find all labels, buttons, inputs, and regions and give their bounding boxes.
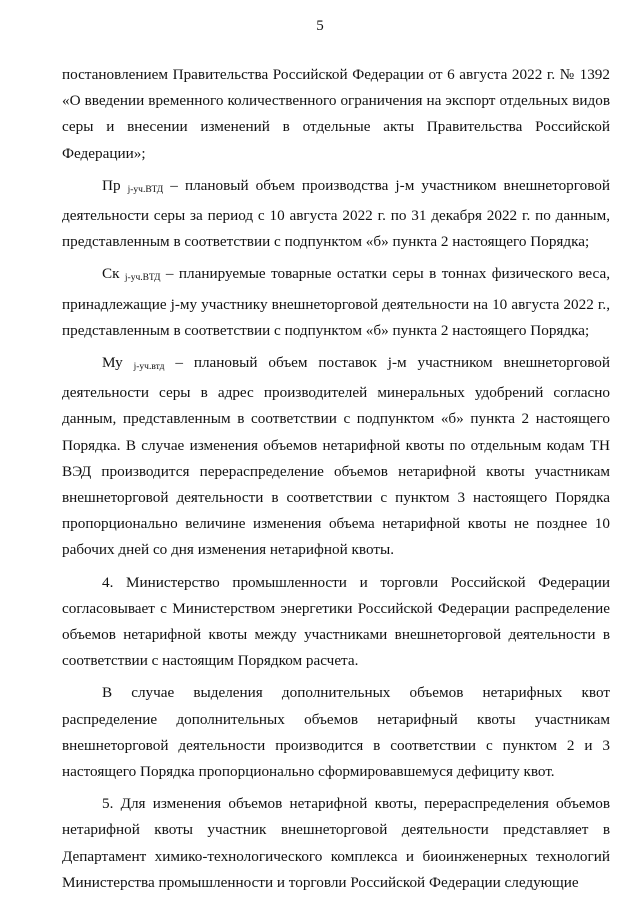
paragraph-additional-quotas: В случае выделения дополнительных объемов нетарифных квот распределение дополнительных объемов нетарифный квоты участникам внешнеторговой деятельности производится в соответствии с пунктом 2 и 3 настоящего Порядка пропорционально сформировавшемуся дефициту квот. xyxy=(62,684,610,781)
page-number: 5 xyxy=(316,18,324,34)
paragraph-definition-pr xyxy=(62,173,610,256)
paragraph-resolution-reference: постановлением Правительства Российской Федерации от 6 августа 2022 г. № 1392 «О введении временного количественного ограничения на экспорт отдельных видов серы и внесении изменений в отдельные акты Правительства Российской Федерации»; xyxy=(62,66,610,162)
paragraph-item-4: 4. Министерство промышленности и торговли Российской Федерации согласовывает с Министерством энергетики Российской Федерации распределение объемов нетарифной квоты между участниками внешнеторговой деятельности в соответствии с настоящим Порядком расчета. xyxy=(62,573,610,670)
paragraph-item-5: 5. Для изменения объемов нетарифной квоты, перераспределения объемов нетарифной квоты участник внешнеторговой деятельности представляет в Департамент химико-технологического комплекса и биоинженерных технологий Министерства промышленности и торговли Российской Федерации следующие xyxy=(62,795,610,891)
variable-pr-subscript: j-уч.ВТД xyxy=(127,184,164,195)
variable-pr: Пр xyxy=(102,176,121,194)
document-body xyxy=(62,62,610,902)
paragraph-definition-mu xyxy=(62,350,610,564)
variable-sk: Ск xyxy=(102,265,120,283)
definition-sk-text: – планируемые товарные остатки серы в тоннах физического веса, принадлежащие j-му участнику внешнеторговой деятельности на 10 августа 2022 г., представленным в соответствии с подпунктом «б» пункта 2 настоящего Порядка; xyxy=(62,265,610,339)
paragraph-definition-sk xyxy=(62,261,610,344)
definition-pr-text: – плановый объем производства j-м участником внешнеторговой деятельности серы за период с 10 августа 2022 г. по 31 декабря 2022 г. по данным, представленным в соответствии с подпунктом «б» пункта 2 настоящего Порядка; xyxy=(62,176,611,251)
variable-sk-subscript: j-уч.ВТД xyxy=(124,273,161,284)
variable-mu-subscript: j-уч.втд xyxy=(133,362,165,373)
definition-mu-text: – плановый объем поставок j-м участником внешнеторговой деятельности серы в адрес производителей минеральных удобрений согласно данным, представленным в соответствии с подпунктом «б» пункта 2 настоящего Порядка. В случае изменения объемов нетарифной квоты по отдельным кодам ТН ВЭД производится перераспределение объемов нетарифной квоты участникам внешнеторговой деятельности в соответствии с пунктом 3 настоящего Порядка пропорционально величине изменения объема нетарифной квоты не позднее 10 рабочих дней со дня изменения нетарифной квоты. xyxy=(62,354,610,559)
variable-mu: Му xyxy=(102,354,123,372)
